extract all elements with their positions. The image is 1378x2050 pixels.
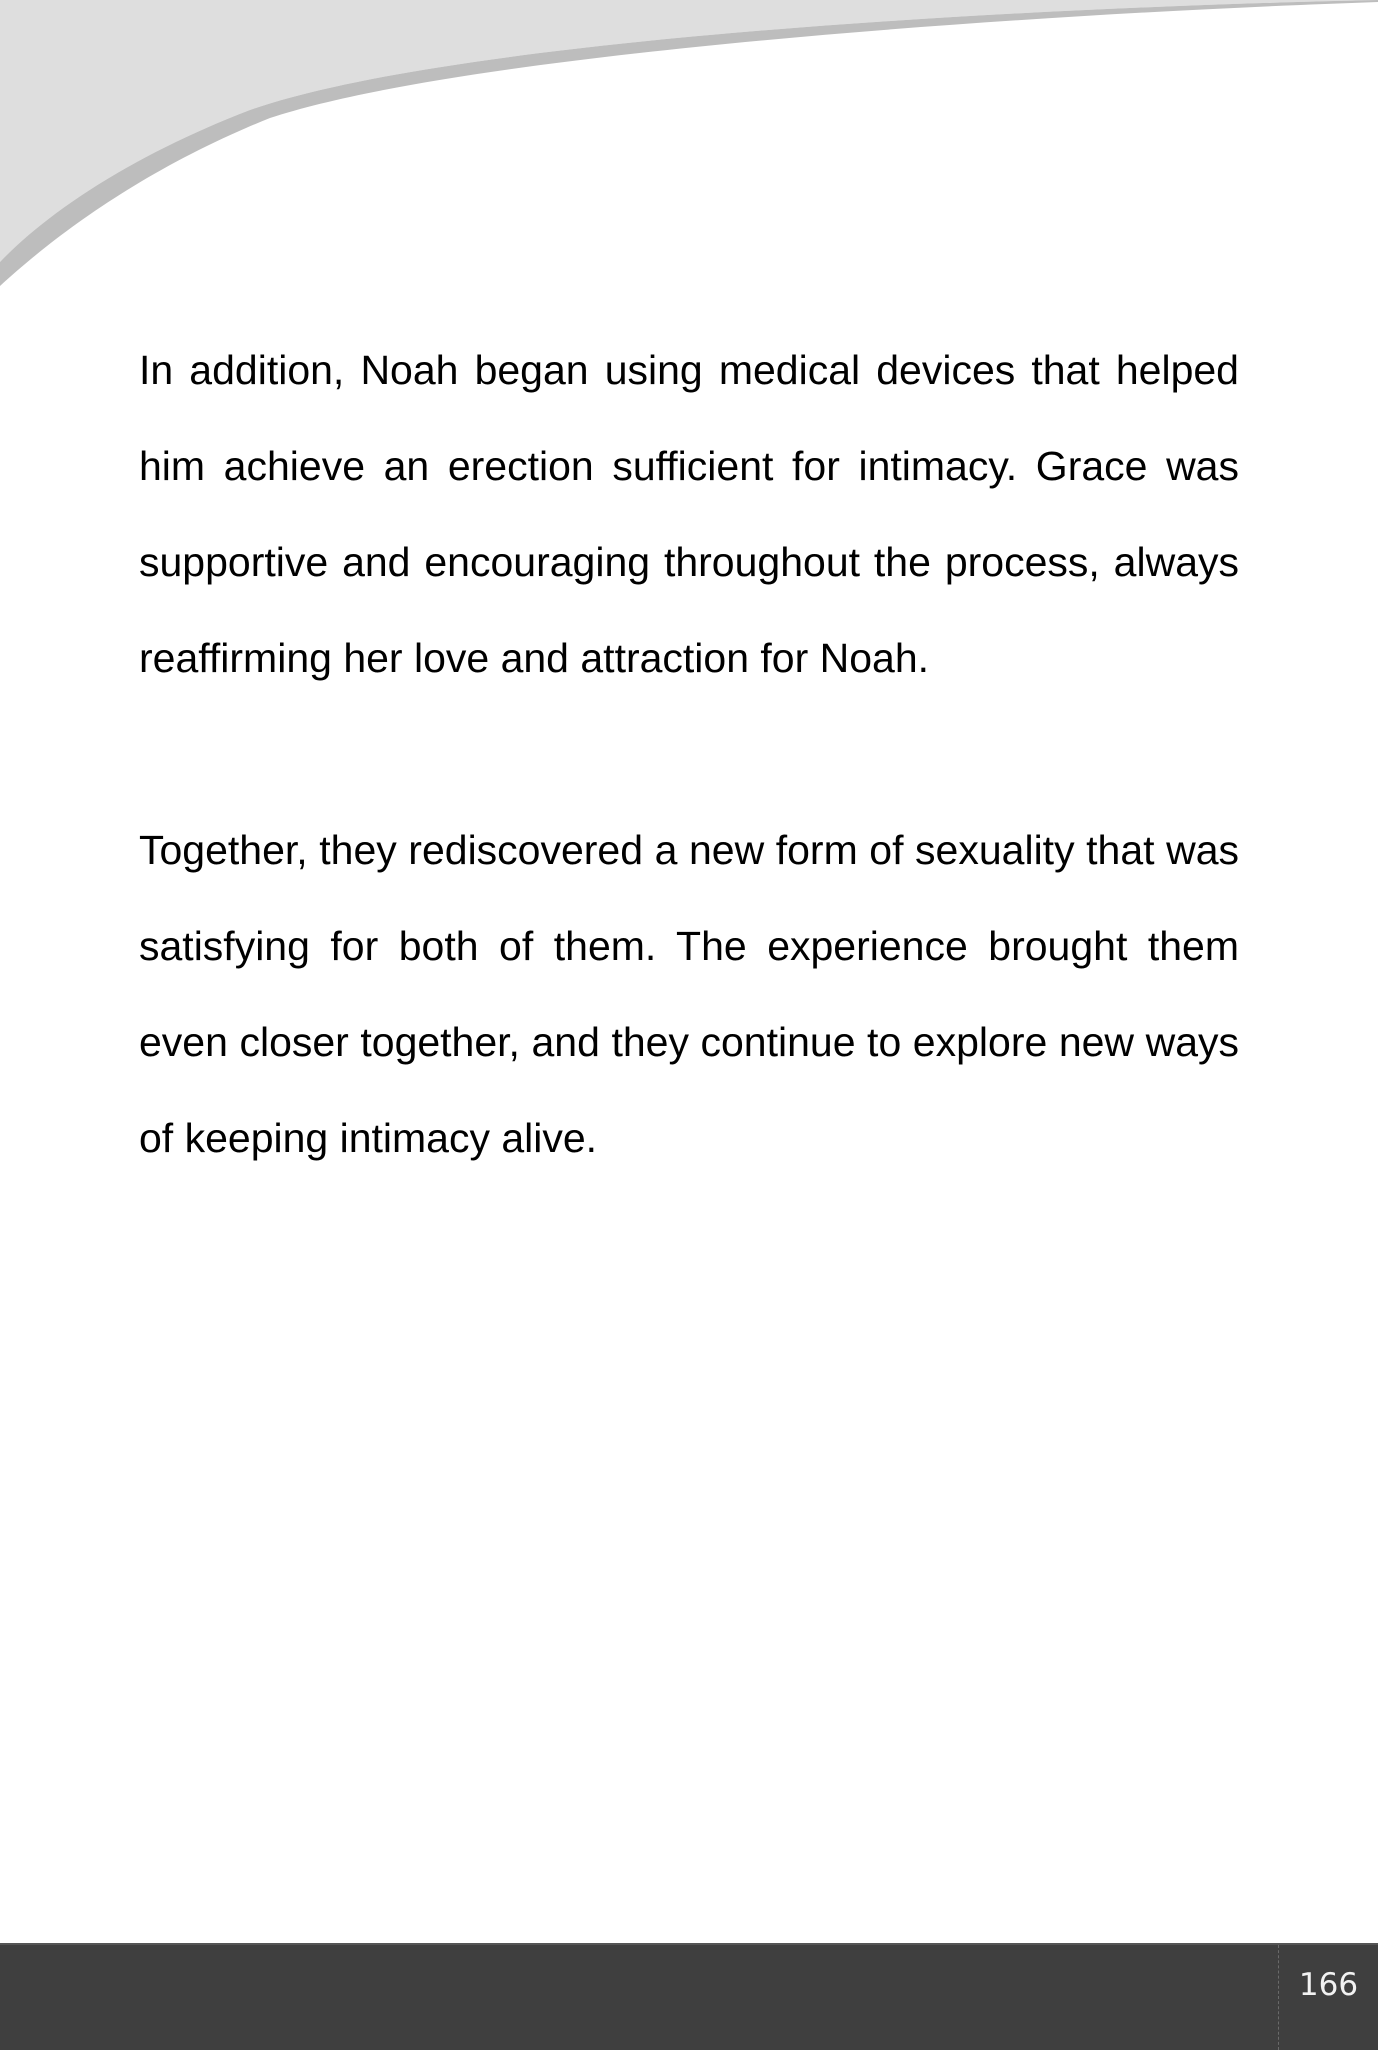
paragraph: In addition, Noah began using medical devices that helped him achieve an erection sufficient for intimacy. Grace was supportive and encouraging throughout the process, always reaffirming her love and attraction for Noah. — [139, 347, 1239, 681]
paragraph: Together, they rediscovered a new form of sexuality that was satisfying for both of them. The experience brought them even closer together, and they continue to explore new ways of keeping intimacy alive. — [139, 827, 1239, 1161]
page-number: 166 — [1278, 1945, 1378, 2050]
page-footer — [0, 1943, 1378, 2050]
decorative-header-curve — [0, 0, 1378, 300]
document-body — [139, 322, 1239, 1282]
